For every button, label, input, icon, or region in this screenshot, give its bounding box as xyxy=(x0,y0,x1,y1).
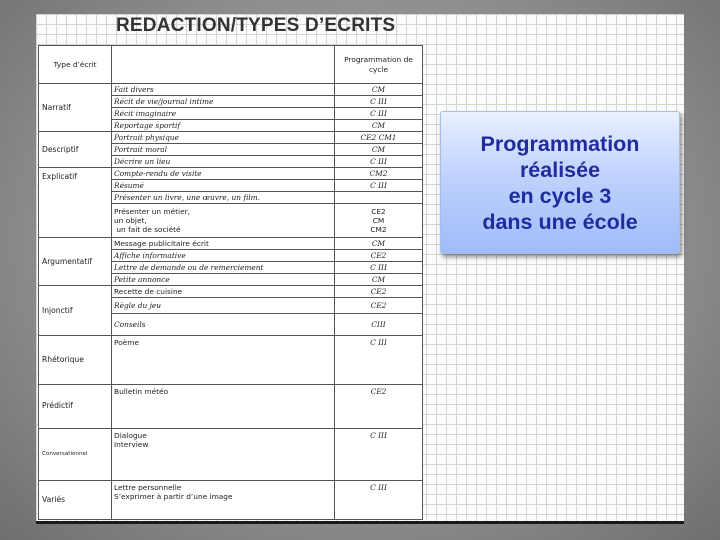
type-cell: Affiche informative xyxy=(112,250,335,262)
type-cell: Décrire un lieu xyxy=(112,156,335,168)
header-prog: Programmation de cycle xyxy=(335,46,423,84)
type-cell xyxy=(112,480,335,519)
type-cell: Récit imaginaire xyxy=(112,108,335,120)
table-row xyxy=(39,480,423,519)
type-cell: Reportage sportif xyxy=(112,120,335,132)
type-cell: Recette de cuisine xyxy=(112,286,335,298)
prog-cell: CM xyxy=(335,144,423,156)
type-line: Lettre personnelle xyxy=(114,482,182,492)
prog-cell: C III xyxy=(335,180,423,192)
callout-line: réalisée xyxy=(519,157,601,182)
prog-cell: C III xyxy=(335,108,423,120)
prog-cell: CM xyxy=(335,238,423,250)
table-row xyxy=(39,428,423,480)
callout-line: dans une école xyxy=(482,209,638,234)
category-injonctif: Injonctif xyxy=(39,286,112,336)
prog-cell: CM2 xyxy=(335,168,423,180)
prog-cell: C III xyxy=(335,480,423,519)
category-descriptif: Descriptif xyxy=(39,132,112,168)
type-cell xyxy=(112,428,335,480)
header-desc xyxy=(112,46,335,84)
prog-cell: C III xyxy=(335,428,423,480)
type-cell: Bulletin météo xyxy=(112,384,335,428)
type-line: Dialogue xyxy=(114,430,147,440)
prog-cell: CE2 xyxy=(335,286,423,298)
category-argumentatif: Argumentatif xyxy=(39,238,112,286)
prog-cell: C III xyxy=(335,156,423,168)
prog-cell: C III xyxy=(335,96,423,108)
prog-cell: CE2 xyxy=(335,250,423,262)
type-cell: Compte-rendu de visite xyxy=(112,168,335,180)
type-line: un objet, xyxy=(114,216,147,226)
category-explicatif: Explicatif xyxy=(39,168,112,238)
table-header-row xyxy=(39,46,423,84)
table-row xyxy=(39,384,423,428)
table-row xyxy=(39,168,423,180)
table-row xyxy=(39,84,423,96)
prog-cell xyxy=(335,192,423,204)
prog-cell: CM xyxy=(335,274,423,286)
writing-types-table xyxy=(38,45,423,520)
page-title: REDACTION/TYPES D’ECRITS xyxy=(116,15,396,36)
category-rhetorique: Rhétorique xyxy=(39,336,112,384)
header-type: Type d’écrit xyxy=(39,46,112,84)
prog-cell: CE2 CM1 xyxy=(335,132,423,144)
type-cell: Règle du jeu xyxy=(112,298,335,314)
type-cell: Présenter un livre, une œuvre, un film. xyxy=(112,192,335,204)
type-cell xyxy=(112,204,335,238)
prog-cell: CE2 xyxy=(335,384,423,428)
type-line: S’exprimer à partir d’une image xyxy=(114,491,233,501)
callout-line: en cycle 3 xyxy=(508,183,612,208)
category-predictif: Prédictif xyxy=(39,384,112,428)
category-narratif: Narratif xyxy=(39,84,112,132)
type-line: Présenter un métier, xyxy=(114,206,191,216)
type-cell: Résumé xyxy=(112,180,335,192)
prog-cell xyxy=(335,204,423,238)
prog-cell: CIII xyxy=(335,314,423,336)
prog-cell: C III xyxy=(335,336,423,384)
type-cell: Conseils xyxy=(112,314,335,336)
table-row xyxy=(39,132,423,144)
prog-line: CM2 xyxy=(370,225,387,235)
type-cell: Portrait moral xyxy=(112,144,335,156)
callout-box xyxy=(440,111,680,254)
table-row xyxy=(39,238,423,250)
prog-cell: CM xyxy=(335,120,423,132)
prog-cell: C III xyxy=(335,262,423,274)
type-cell: Récit de vie/journal intime xyxy=(112,96,335,108)
type-cell: Poème xyxy=(112,336,335,384)
type-cell: Message publicitaire écrit xyxy=(112,238,335,250)
type-cell: Lettre de demande ou de remerciement xyxy=(112,262,335,274)
category-conversationnel: Conversationnel xyxy=(39,428,112,480)
type-line: Interview xyxy=(114,439,149,449)
type-cell: Fait divers xyxy=(112,84,335,96)
table-row xyxy=(39,336,423,384)
type-cell: Portrait physique xyxy=(112,132,335,144)
category-varies: Variés xyxy=(39,480,112,519)
type-line: un fait de société xyxy=(114,225,181,235)
table-row xyxy=(39,286,423,298)
prog-line: CM xyxy=(372,216,385,226)
slide-bottom-border xyxy=(36,521,684,524)
prog-line: CE2 xyxy=(371,206,386,216)
prog-cell: CE2 xyxy=(335,298,423,314)
callout-line: Programmation xyxy=(480,131,640,156)
prog-cell: CM xyxy=(335,84,423,96)
type-cell: Petite annonce xyxy=(112,274,335,286)
